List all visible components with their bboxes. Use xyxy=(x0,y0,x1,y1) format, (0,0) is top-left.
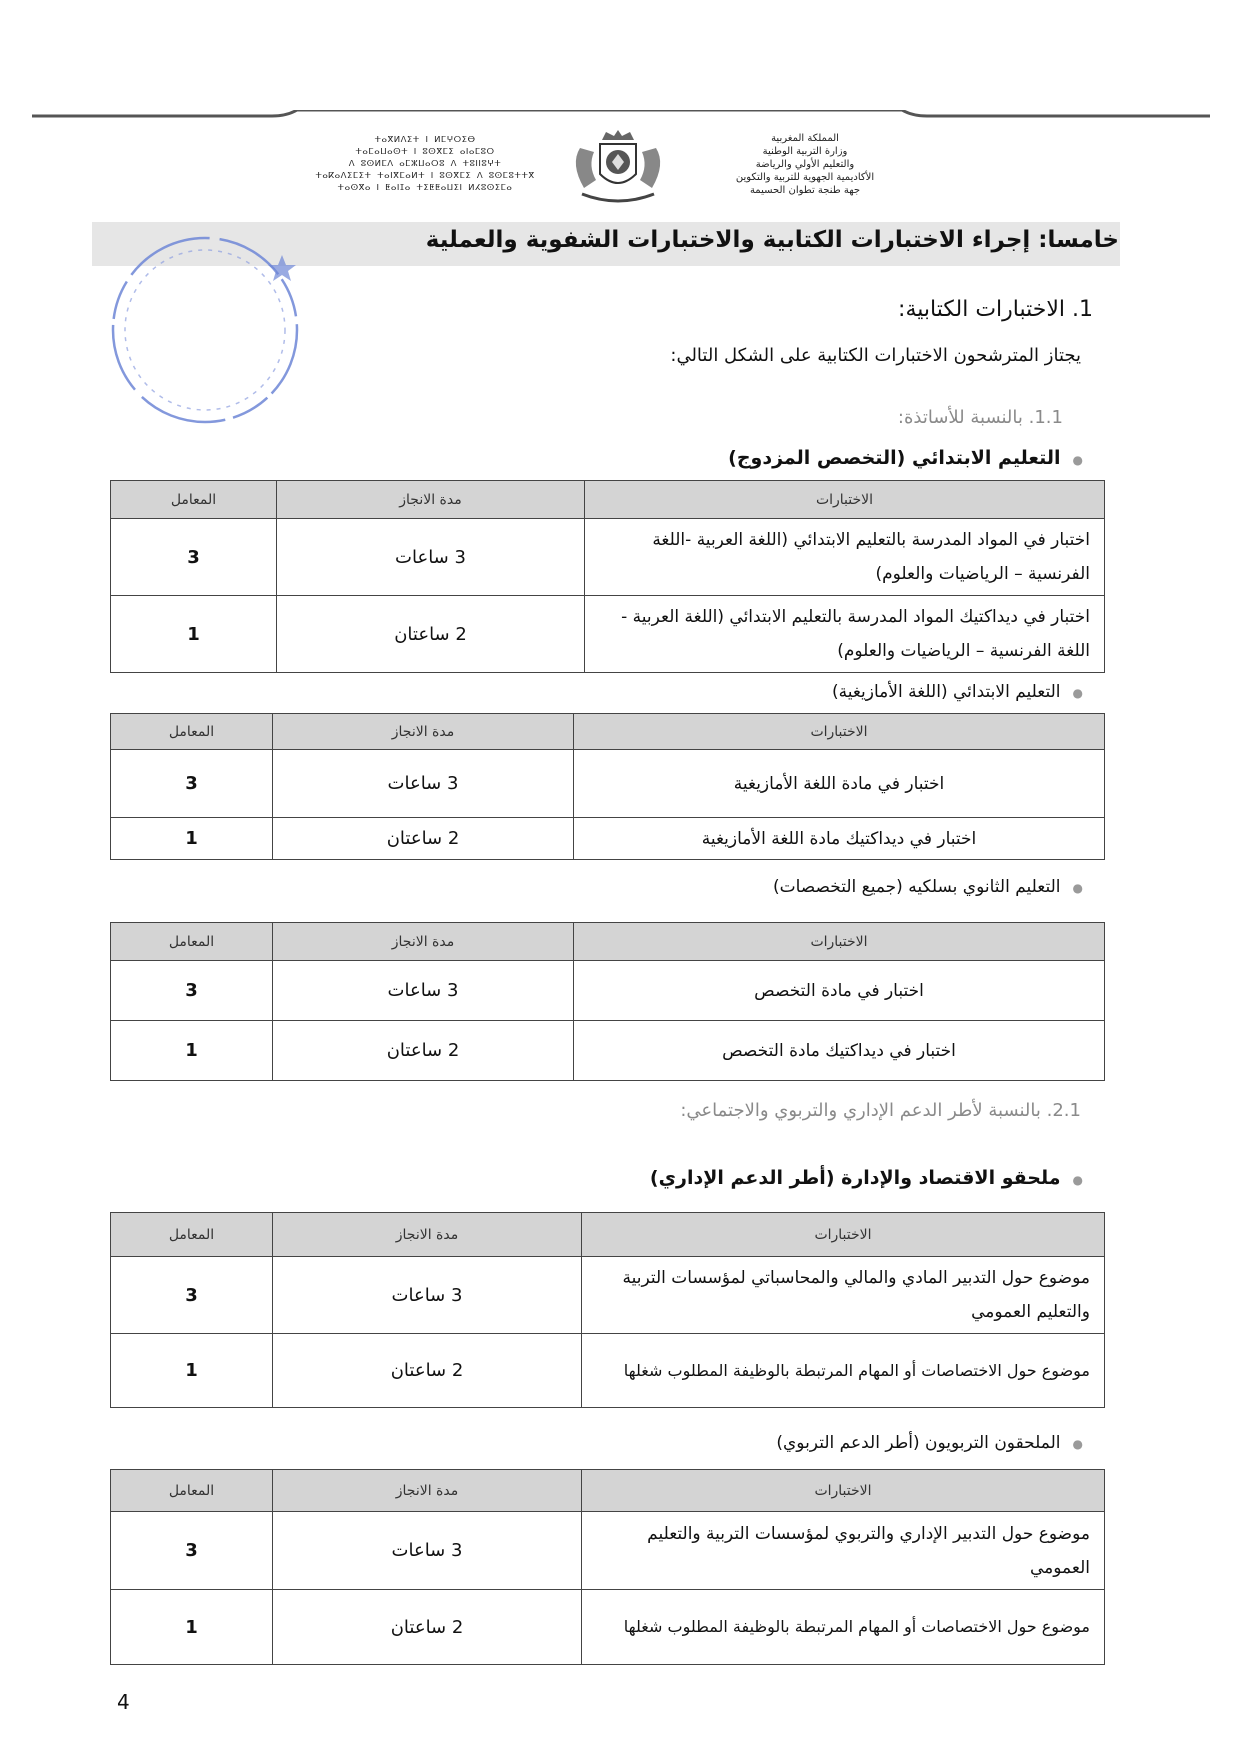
test-cell: اختبار في المواد المدرسة بالتعليم الابتدائي (اللغة العربية -اللغة الفرنسية – الرياضيات والعلوم) xyxy=(585,519,1105,596)
test-cell: موضوع حول التدبير المادي والمالي والمحاسباتي لمؤسسات التربية والتعليم العمومي xyxy=(582,1257,1105,1334)
coef-cell: 3 xyxy=(111,961,273,1021)
arabic-header-line: وزارة التربية الوطنية xyxy=(762,146,848,157)
tifinagh-line: ⵜⴰⴽⴰⴷⵉⵎⵉⵜ ⵜⴰⵏⴳⵎⴰⵍⵜ ⵏ ⵓⵙⴳⵎⵉ ⴷ ⵓⵙⵎⵓⵜⵜⴳ xyxy=(315,171,535,181)
coef-cell: 3 xyxy=(111,750,273,818)
group-title xyxy=(776,1433,1083,1453)
intro-text: يجتاز المترشحون الاختبارات الكتابية على الشكل التالي: xyxy=(670,345,1081,366)
col-header-duration: مدة الانجاز xyxy=(273,923,574,961)
duration-cell: 3 ساعات xyxy=(273,1512,582,1590)
exam-table xyxy=(110,480,1105,673)
bullet-icon: ● xyxy=(1072,453,1083,467)
col-header-tests: الاختبارات xyxy=(582,1213,1105,1257)
table-row xyxy=(111,1021,1105,1081)
duration-cell: 2 ساعتان xyxy=(273,1590,582,1665)
arabic-header-line: والتعليم الأولي والرياضة xyxy=(755,159,855,170)
test-cell: موضوع حول الاختصاصات أو المهام المرتبطة بالوظيفة المطلوب شغلها xyxy=(582,1334,1105,1408)
col-header-duration: مدة الانجاز xyxy=(273,714,574,750)
royal-coat-of-arms-icon xyxy=(562,128,674,208)
col-header-coef: المعامل xyxy=(111,1470,273,1512)
table-row xyxy=(111,519,1105,596)
table-row xyxy=(111,1257,1105,1334)
header-tifinagh-block xyxy=(305,134,545,194)
test-cell: اختبار في مادة اللغة الأمازيغية xyxy=(574,750,1105,818)
col-header-duration: مدة الانجاز xyxy=(273,1213,582,1257)
arabic-header-line: المملكة المغربية xyxy=(771,133,839,144)
exam-table xyxy=(110,922,1105,1081)
exam-table xyxy=(110,1212,1105,1408)
col-header-coef: المعامل xyxy=(111,714,273,750)
table-row xyxy=(111,1512,1105,1590)
section-title: خامسا: إجراء الاختبارات الكتابية والاختبارات الشفوية والعملية xyxy=(425,227,1119,253)
col-header-duration: مدة الانجاز xyxy=(273,1470,582,1512)
group-title xyxy=(832,682,1083,702)
table-row xyxy=(111,1334,1105,1408)
table-row xyxy=(111,818,1105,860)
subsection-support-staff: 2.1. بالنسبة لأطر الدعم الإداري والتربوي والاجتماعي: xyxy=(680,1100,1081,1121)
coef-cell: 1 xyxy=(111,818,273,860)
coef-cell: 1 xyxy=(111,1021,273,1081)
arabic-header-line: جهة طنجة تطوان الحسيمة xyxy=(749,185,861,196)
col-header-coef: المعامل xyxy=(111,481,277,519)
duration-cell: 2 ساعتان xyxy=(277,596,585,673)
coef-cell: 3 xyxy=(111,519,277,596)
bullet-icon: ● xyxy=(1072,686,1083,700)
col-header-duration: مدة الانجاز xyxy=(277,481,585,519)
coef-cell: 3 xyxy=(111,1512,273,1590)
duration-cell: 3 ساعات xyxy=(273,961,574,1021)
tifinagh-line: ⵜⴰⵙⴳⴰ ⵏ ⵟⴰⵏⵊⴰ ⵜⵉⵟⵟⴰⵡⵉⵏ ⵍⵃⵓⵙⵉⵎⴰ xyxy=(337,183,513,193)
duration-cell: 2 ساعتان xyxy=(273,1021,574,1081)
col-header-tests: الاختبارات xyxy=(574,714,1105,750)
duration-cell: 3 ساعات xyxy=(277,519,585,596)
test-cell: موضوع حول الاختصاصات أو المهام المرتبطة بالوظيفة المطلوب شغلها xyxy=(582,1590,1105,1665)
col-header-tests: الاختبارات xyxy=(582,1470,1105,1512)
col-header-coef: المعامل xyxy=(111,923,273,961)
group-title-text: التعليم الابتدائي (اللغة الأمازيغية) xyxy=(831,682,1061,702)
page-number: 4 xyxy=(117,1690,130,1714)
subsection-teachers: 1.1. بالنسبة للأساتذة: xyxy=(897,407,1063,428)
col-header-coef: المعامل xyxy=(111,1213,273,1257)
tifinagh-line: ⵜⴰⴳⵍⴷⵉⵜ ⵏ ⵍⵎⵖⵔⵉⴱ xyxy=(374,135,476,145)
group-title xyxy=(650,1167,1083,1189)
coef-cell: 1 xyxy=(111,596,277,673)
group-title-text: التعليم الثانوي بسلكيه (جميع التخصصات) xyxy=(772,877,1061,897)
duration-cell: 3 ساعات xyxy=(273,1257,582,1334)
official-seal-stamp-icon xyxy=(110,225,315,430)
table-row xyxy=(111,596,1105,673)
header-arabic-block xyxy=(690,132,920,197)
duration-cell: 3 ساعات xyxy=(273,750,574,818)
duration-cell: 2 ساعتان xyxy=(273,818,574,860)
arabic-header-line: الأكاديمية الجهوية للتربية والتكوين xyxy=(735,172,875,183)
col-header-tests: الاختبارات xyxy=(574,923,1105,961)
written-tests-heading: 1. الاختبارات الكتابية: xyxy=(898,297,1093,322)
col-header-tests: الاختبارات xyxy=(585,481,1105,519)
group-title-text: ملحقو الاقتصاد والإدارة (أطر الدعم الإداري) xyxy=(649,1167,1061,1189)
coef-cell: 1 xyxy=(111,1590,273,1665)
test-cell: اختبار في ديداكتيك مادة اللغة الأمازيغية xyxy=(574,818,1105,860)
test-cell: اختبار في ديداكتيك المواد المدرسة بالتعليم الابتدائي (اللغة العربية - اللغة الفرنسية – الرياضيات والعلوم) xyxy=(585,596,1105,673)
bullet-icon: ● xyxy=(1072,1173,1083,1187)
exam-table xyxy=(110,713,1105,860)
bullet-icon: ● xyxy=(1072,881,1083,895)
tifinagh-line: ⵜⴰⵎⴰⵡⴰⵙⵜ ⵏ ⵓⵙⴳⵎⵉ ⴰⵏⴰⵎⵓⵔ xyxy=(355,147,495,157)
group-title-text: التعليم الابتدائي (التخصص المزدوج) xyxy=(728,447,1061,469)
test-cell: اختبار في مادة التخصص xyxy=(574,961,1105,1021)
tifinagh-line: ⴷ ⵓⵙⵍⵎⴷ ⴰⵎⵣⵡⴰⵔⵓ ⴷ ⵜⵓⵏⵏⵓⵖⵜ xyxy=(348,159,502,169)
table-row xyxy=(111,1590,1105,1665)
exam-table xyxy=(110,1469,1105,1665)
table-row xyxy=(111,750,1105,818)
coef-cell: 3 xyxy=(111,1257,273,1334)
group-title xyxy=(773,877,1083,897)
coef-cell: 1 xyxy=(111,1334,273,1408)
test-cell: اختبار في ديداكتيك مادة التخصص xyxy=(574,1021,1105,1081)
group-title-text: الملحقون التربويون (أطر الدعم التربوي) xyxy=(776,1433,1061,1453)
test-cell: موضوع حول التدبير الإداري والتربوي لمؤسسات التربية والتعليم العمومي xyxy=(582,1512,1105,1590)
group-title xyxy=(728,447,1083,469)
table-row xyxy=(111,961,1105,1021)
bullet-icon: ● xyxy=(1072,1437,1083,1451)
duration-cell: 2 ساعتان xyxy=(273,1334,582,1408)
